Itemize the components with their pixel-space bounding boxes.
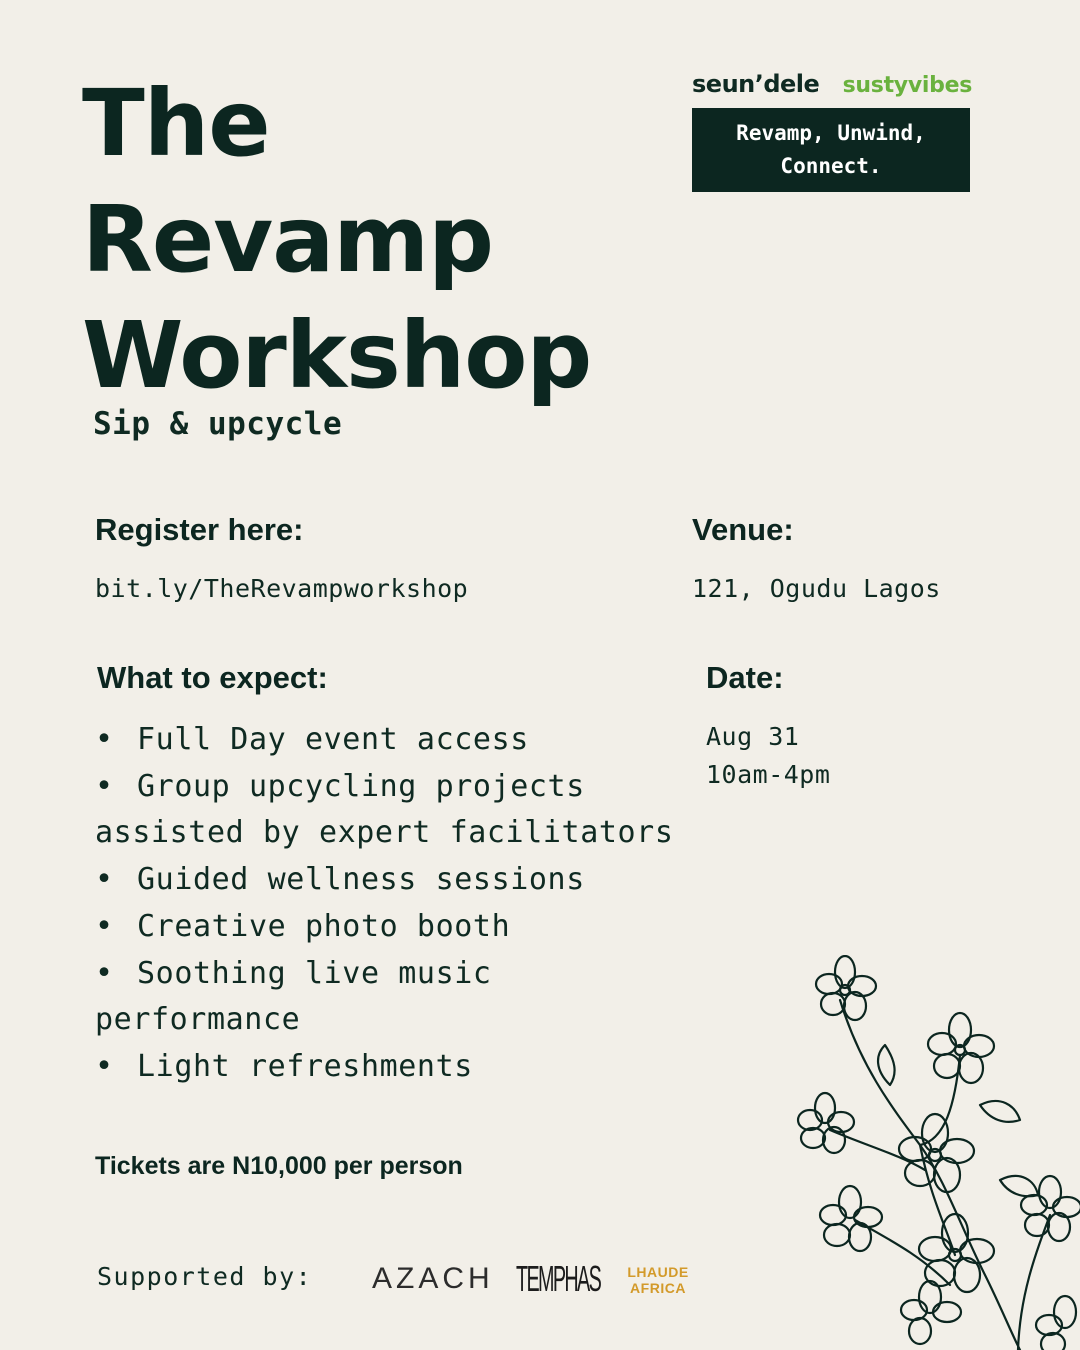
title-line-3: Workshop [82, 302, 592, 409]
brand-logos [692, 70, 972, 98]
sustyvibes-logo: sustyvibes [842, 73, 972, 98]
temphas-logo [516, 1258, 600, 1300]
date-day: Aug 31 [706, 722, 800, 751]
lhaude-logo-text: LHAUDE AFRICA [627, 1264, 689, 1296]
tagline-line-2: Connect. [780, 154, 882, 178]
azach-logo [372, 1262, 494, 1296]
bullet: • [95, 955, 114, 991]
azach-logo-text: AZACH [372, 1262, 494, 1295]
expect-item [95, 1044, 675, 1091]
register-heading: Register here: [95, 512, 304, 547]
bullet: • [95, 768, 114, 804]
title-line-1: The [82, 70, 270, 177]
date-heading: Date: [706, 660, 784, 695]
seundele-logo: seun’dele [692, 70, 820, 98]
tagline-box [692, 108, 970, 192]
supported-by-label: Supported by: [97, 1262, 313, 1291]
expect-heading: What to expect: [97, 660, 328, 695]
expect-item [95, 904, 675, 951]
flower-line-art [770, 955, 1080, 1350]
date-time: 10am-4pm [706, 760, 831, 789]
expect-item-text: Full Day event access [137, 722, 529, 757]
register-link[interactable]: bit.ly/TheRevampworkshop [95, 574, 469, 603]
venue-value: 121, Ogudu Lagos [692, 574, 941, 603]
expect-item-text: Guided wellness sessions [137, 862, 585, 898]
lhaude-africa-logo [622, 1264, 694, 1296]
event-title [82, 66, 682, 414]
expect-item [95, 764, 675, 857]
bullet: • [95, 862, 114, 898]
expect-item [95, 857, 675, 904]
event-subtitle: Sip & upcycle [93, 406, 343, 442]
temphas-logo-text: TEMPHAS [516, 1258, 601, 1299]
expect-item [95, 717, 675, 764]
expect-item-text: Creative photo booth [137, 908, 511, 944]
venue-heading: Venue: [692, 512, 794, 547]
expect-item-text: Soothing live music performance [95, 955, 492, 1038]
bullet: • [95, 908, 114, 944]
expect-item [95, 951, 675, 1044]
tagline-line-1: Revamp, Unwind, [736, 121, 926, 145]
title-line-2: Revamp [82, 186, 494, 293]
bullet: • [95, 722, 114, 757]
ticket-price: Tickets are N10,000 per person [95, 1152, 463, 1180]
bullet: • [95, 1048, 114, 1084]
expect-item-text: Group upcycling projects assisted by expert facilitators [95, 768, 674, 851]
expect-list [95, 717, 675, 1091]
expect-item-text: Light refreshments [137, 1048, 473, 1084]
